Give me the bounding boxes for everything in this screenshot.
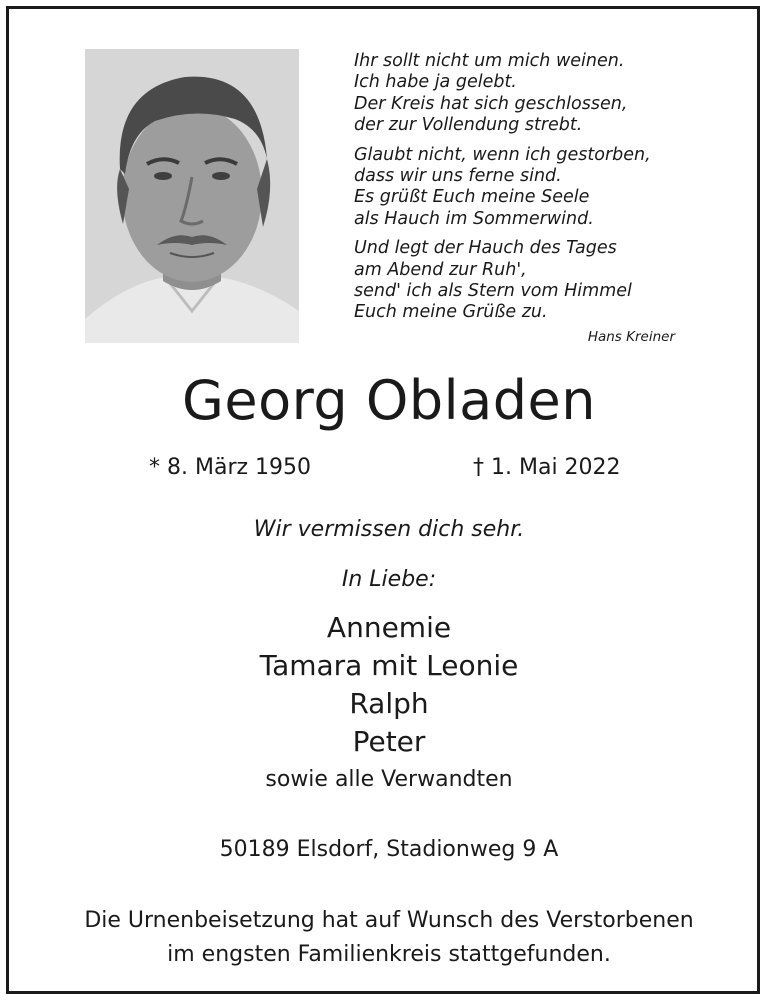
poem-stanza: [354, 51, 684, 137]
death-date: 1. Mai 2022: [491, 455, 621, 480]
in-love-label: In Liebe:: [341, 567, 437, 592]
poem-stanza: [354, 145, 684, 231]
birth-symbol: *: [149, 455, 160, 480]
poem-author: Hans Kreiner: [587, 329, 675, 345]
relatives-line: sowie alle Verwandten: [265, 767, 513, 792]
address: 50189 Elsdorf, Stadionweg 9 A: [219, 837, 559, 862]
remembrance-message: Wir vermissen dich sehr.: [253, 517, 525, 542]
poem-line: dass wir uns ferne sind.: [354, 166, 562, 187]
poem-line: am Abend zur Ruh',: [354, 259, 527, 280]
burial-note-line: Die Urnenbeisetzung hat auf Wunsch des Verstorbenen: [84, 908, 694, 933]
poem-line: der zur Vollendung strebt.: [354, 115, 583, 136]
poem: [354, 51, 684, 332]
poem-line: Euch meine Grüße zu.: [354, 302, 548, 323]
death-date-line: [473, 455, 621, 480]
burial-note: [9, 904, 766, 972]
poem-line: send' ich als Stern vom Himmel: [354, 281, 632, 302]
birth-date-line: [149, 455, 311, 480]
poem-line: Ich habe ja gelebt.: [354, 72, 517, 93]
poem-line: Ihr sollt nicht um mich weinen.: [354, 51, 625, 71]
deceased-name: Georg Obladen: [182, 369, 596, 432]
poem-line: Glaubt nicht, wenn ich gestorben,: [354, 144, 651, 165]
burial-note-line: im engsten Familienkreis stattgefunden.: [167, 942, 611, 967]
poem-line: Der Kreis hat sich geschlossen,: [354, 93, 628, 114]
poem-stanza: [354, 238, 684, 324]
mourner-name: Peter: [352, 725, 426, 758]
mourner-name: Tamara mit Leonie: [259, 649, 519, 682]
cross-icon: †: [473, 455, 484, 480]
mourner-name: Annemie: [326, 611, 452, 644]
poem-line: Es grüßt Euch meine Seele: [354, 187, 590, 208]
portrait-photo: [85, 49, 299, 343]
birth-date: 8. März 1950: [167, 455, 312, 480]
mourner-name: Ralph: [349, 687, 429, 720]
poem-line: Und legt der Hauch des Tages: [354, 238, 617, 259]
obituary-frame: [6, 6, 760, 994]
poem-line: als Hauch im Sommerwind.: [354, 208, 594, 229]
mourners-list: [9, 609, 766, 761]
